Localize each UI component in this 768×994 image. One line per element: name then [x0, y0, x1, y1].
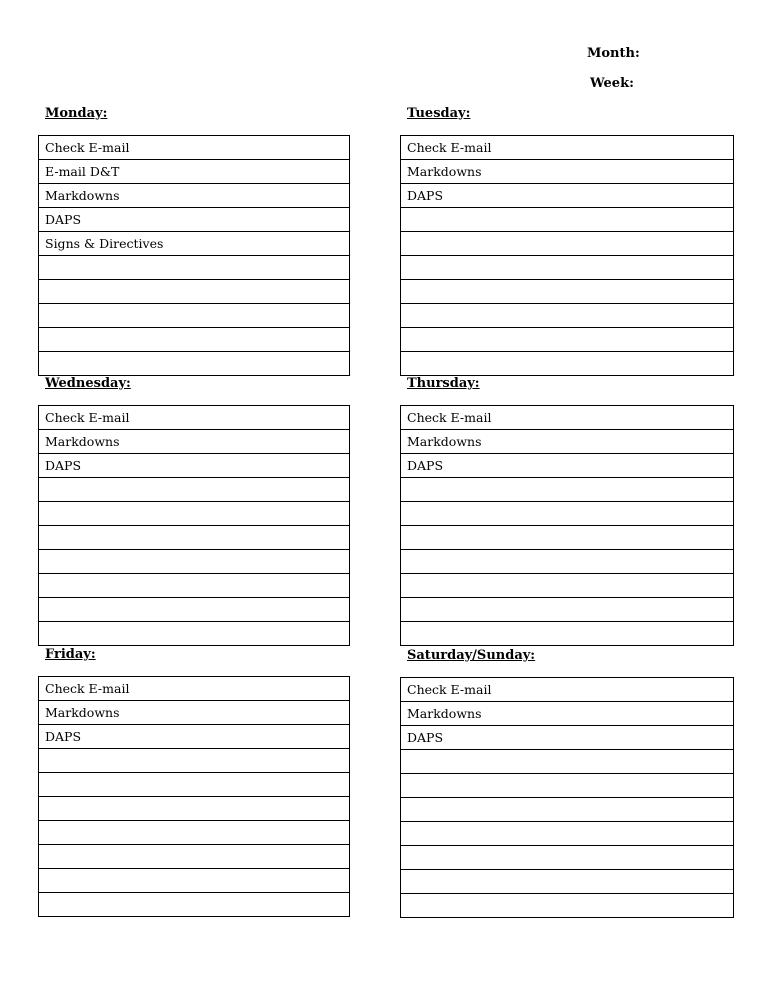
task-row	[39, 749, 350, 773]
task-cell[interactable]	[401, 870, 734, 894]
task-row	[401, 232, 734, 256]
task-cell[interactable]: Check E-mail	[401, 678, 734, 702]
task-cell[interactable]	[39, 574, 350, 598]
task-row	[39, 478, 350, 502]
task-cell[interactable]	[401, 846, 734, 870]
task-row	[401, 526, 734, 550]
task-row	[39, 550, 350, 574]
task-row	[39, 352, 350, 376]
task-row	[401, 454, 734, 478]
task-cell[interactable]	[401, 622, 734, 646]
task-row	[401, 256, 734, 280]
task-row	[401, 894, 734, 918]
task-row	[401, 184, 734, 208]
task-row	[39, 160, 350, 184]
task-row	[401, 430, 734, 454]
task-row	[401, 598, 734, 622]
task-cell[interactable]	[39, 478, 350, 502]
task-cell[interactable]	[39, 502, 350, 526]
task-cell[interactable]	[39, 845, 350, 869]
task-cell[interactable]	[401, 304, 734, 328]
task-row	[401, 798, 734, 822]
friday-task-table	[38, 676, 350, 917]
task-row	[401, 550, 734, 574]
task-row	[401, 846, 734, 870]
task-row	[39, 232, 350, 256]
task-row	[39, 454, 350, 478]
task-cell[interactable]	[401, 822, 734, 846]
task-cell[interactable]	[401, 894, 734, 918]
task-row	[401, 328, 734, 352]
month-label: Month:	[587, 46, 640, 61]
task-cell[interactable]	[401, 598, 734, 622]
task-row	[39, 526, 350, 550]
task-cell[interactable]	[401, 328, 734, 352]
task-row	[39, 136, 350, 160]
task-row	[39, 773, 350, 797]
task-row	[39, 598, 350, 622]
task-cell[interactable]: Check E-mail	[39, 677, 350, 701]
task-cell[interactable]	[39, 256, 350, 280]
task-cell[interactable]: Markdowns	[39, 184, 350, 208]
task-cell[interactable]	[401, 256, 734, 280]
task-row	[39, 430, 350, 454]
task-row	[39, 622, 350, 646]
task-row	[401, 502, 734, 526]
task-row	[39, 725, 350, 749]
task-row	[39, 184, 350, 208]
task-cell[interactable]: Check E-mail	[401, 136, 734, 160]
task-cell[interactable]	[39, 749, 350, 773]
task-row	[401, 280, 734, 304]
task-row	[39, 821, 350, 845]
task-cell[interactable]: Check E-mail	[401, 406, 734, 430]
task-row	[39, 304, 350, 328]
task-cell[interactable]	[401, 208, 734, 232]
thursday-task-table	[400, 405, 734, 646]
task-cell[interactable]: Markdowns	[39, 701, 350, 725]
saturday-sunday-task-table	[400, 677, 734, 918]
monday-task-table	[38, 135, 350, 376]
task-row	[401, 870, 734, 894]
task-row	[401, 478, 734, 502]
task-cell[interactable]: Markdowns	[401, 702, 734, 726]
task-row	[39, 256, 350, 280]
task-row	[39, 406, 350, 430]
task-row	[39, 677, 350, 701]
task-cell[interactable]	[401, 526, 734, 550]
task-cell[interactable]: E-mail D&T	[39, 160, 350, 184]
task-row	[39, 797, 350, 821]
task-row	[401, 160, 734, 184]
task-row	[401, 774, 734, 798]
task-cell[interactable]	[401, 550, 734, 574]
week-label: Week:	[590, 76, 634, 91]
task-cell[interactable]	[39, 304, 350, 328]
task-cell[interactable]	[39, 773, 350, 797]
task-row	[401, 208, 734, 232]
friday-title: Friday:	[45, 647, 96, 662]
task-row	[401, 822, 734, 846]
task-cell[interactable]	[39, 598, 350, 622]
task-row	[401, 702, 734, 726]
task-cell[interactable]	[401, 280, 734, 304]
task-row	[39, 208, 350, 232]
task-row	[401, 406, 734, 430]
task-cell[interactable]: DAPS	[401, 184, 734, 208]
task-cell[interactable]	[401, 750, 734, 774]
wednesday-title: Wednesday:	[45, 376, 131, 391]
task-cell[interactable]: DAPS	[39, 725, 350, 749]
task-row	[39, 893, 350, 917]
task-row	[39, 869, 350, 893]
task-cell[interactable]	[39, 797, 350, 821]
task-row	[39, 328, 350, 352]
task-cell[interactable]: DAPS	[401, 726, 734, 750]
task-cell[interactable]: Markdowns	[401, 430, 734, 454]
task-cell[interactable]	[39, 893, 350, 917]
task-cell[interactable]	[401, 574, 734, 598]
task-cell[interactable]: Markdowns	[401, 160, 734, 184]
task-cell[interactable]	[39, 622, 350, 646]
task-cell[interactable]	[39, 526, 350, 550]
task-row	[39, 574, 350, 598]
task-row	[401, 678, 734, 702]
task-cell[interactable]: Check E-mail	[39, 136, 350, 160]
task-cell[interactable]	[39, 869, 350, 893]
task-cell[interactable]	[401, 798, 734, 822]
task-row	[401, 750, 734, 774]
task-cell[interactable]	[39, 280, 350, 304]
task-row	[401, 352, 734, 376]
task-cell[interactable]: DAPS	[401, 454, 734, 478]
task-row	[39, 701, 350, 725]
task-cell[interactable]: DAPS	[39, 454, 350, 478]
task-cell[interactable]: Check E-mail	[39, 406, 350, 430]
saturday-sunday-title: Saturday/Sunday:	[407, 648, 536, 663]
task-row	[401, 574, 734, 598]
task-cell[interactable]: Markdowns	[39, 430, 350, 454]
task-cell[interactable]: DAPS	[39, 208, 350, 232]
task-cell[interactable]	[39, 550, 350, 574]
task-cell[interactable]	[39, 328, 350, 352]
monday-title: Monday:	[45, 106, 108, 121]
task-cell[interactable]	[39, 352, 350, 376]
task-cell[interactable]	[401, 352, 734, 376]
task-row	[401, 304, 734, 328]
task-row	[401, 136, 734, 160]
task-cell[interactable]	[401, 774, 734, 798]
task-row	[401, 726, 734, 750]
task-row	[39, 502, 350, 526]
task-cell[interactable]: Signs & Directives	[39, 232, 350, 256]
task-cell[interactable]	[401, 232, 734, 256]
task-row	[39, 280, 350, 304]
task-row	[401, 622, 734, 646]
thursday-title: Thursday:	[407, 376, 480, 391]
task-cell[interactable]	[401, 502, 734, 526]
task-cell[interactable]	[39, 821, 350, 845]
task-cell[interactable]	[401, 478, 734, 502]
task-row	[39, 845, 350, 869]
wednesday-task-table	[38, 405, 350, 646]
tuesday-title: Tuesday:	[407, 106, 471, 121]
tuesday-task-table	[400, 135, 734, 376]
